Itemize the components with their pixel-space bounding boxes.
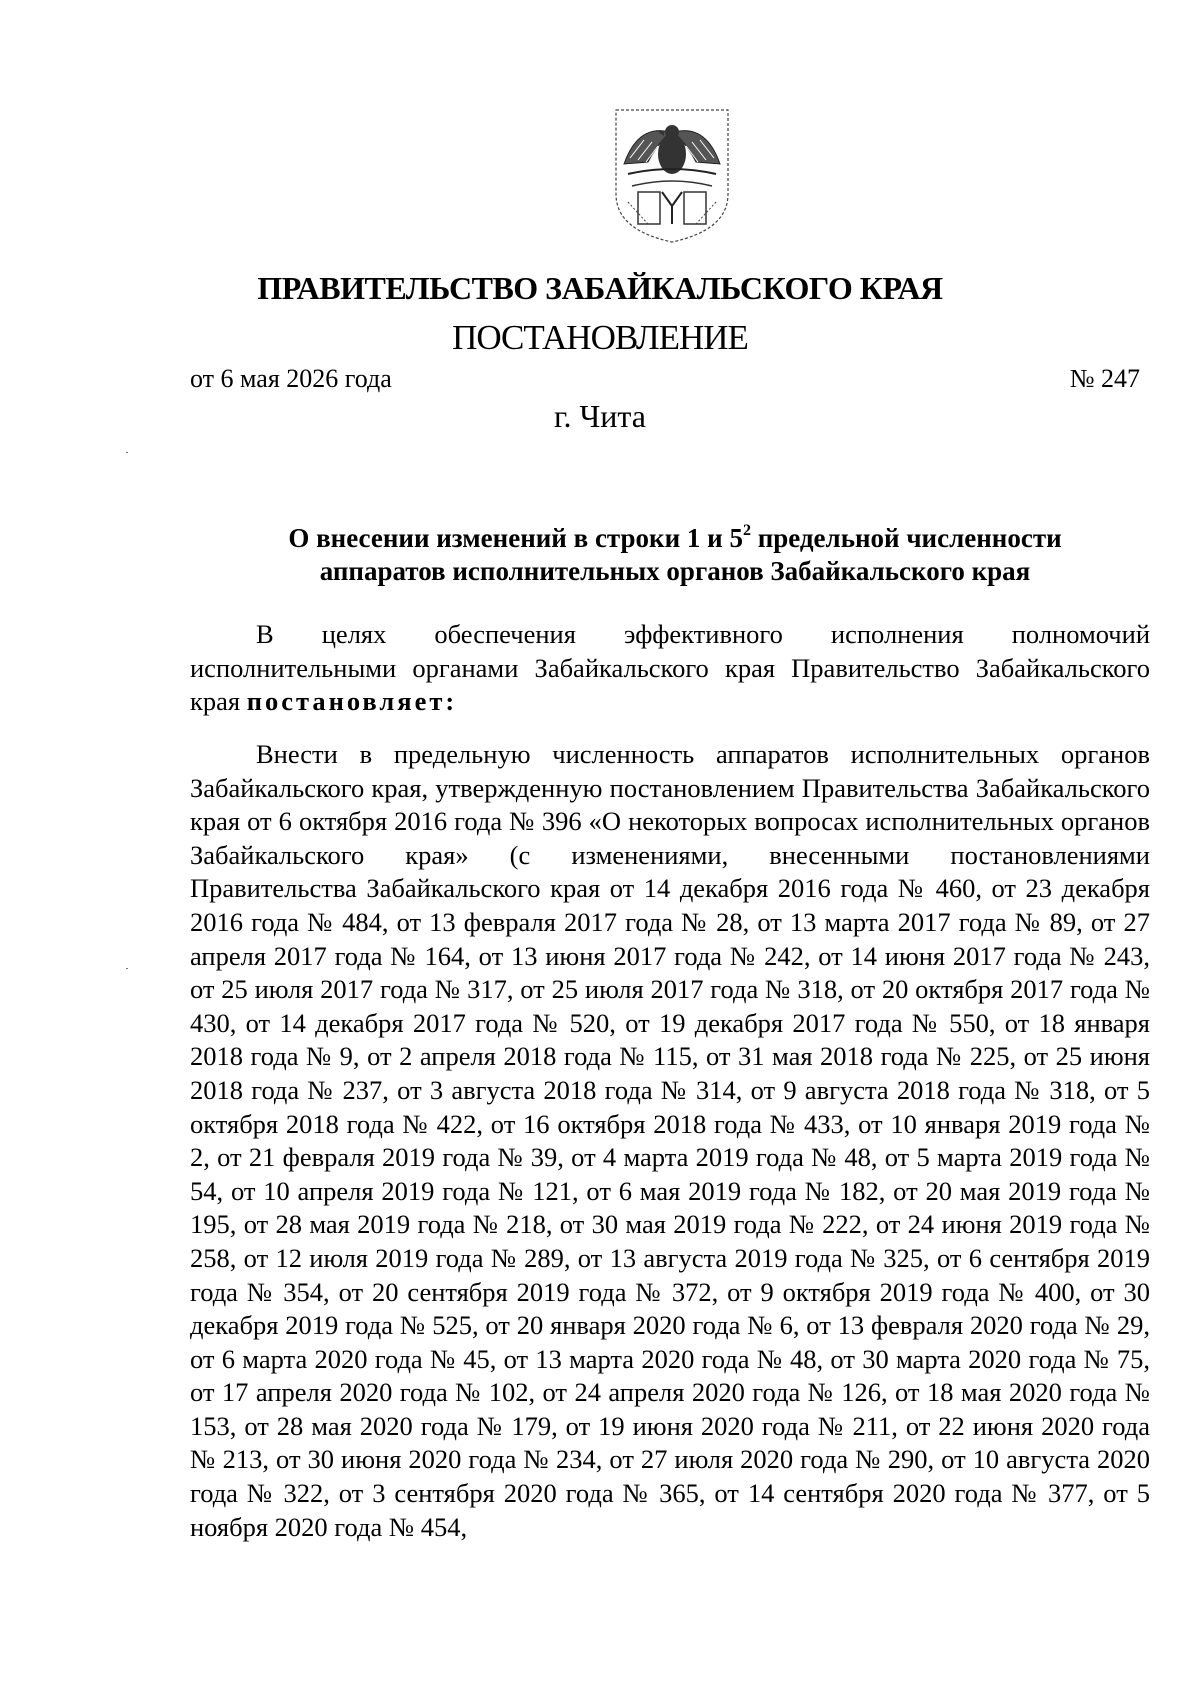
document-title: [190, 522, 1160, 588]
title-line1-end: предельной численности: [750, 523, 1062, 553]
preamble-paragraph: [190, 618, 1150, 719]
preamble-text: В целях обеспечения эффективного исполнения полномочий исполнительными органами Забайкальского края Правительство Забайкальского края: [190, 619, 1150, 717]
document-type: ПОСТАНОВЛЕНИЕ: [452, 318, 748, 357]
title-line1-start: О внесении изменений в строки 1 и 5: [288, 523, 743, 553]
main-paragraph: Внести в предельную численность аппаратов исполнительных органов Забайкальского края, утвержденную постановлением Правительства Забайкальского края от 6 октября 2016 года № 396 «О некоторых вопросах исполнительных органов Забайкальского края» (с изменениями, внесенными постановлениями Правительства Забайкальского края от 14 декабря 2016 года № 460, от 23 декабря 2016 года № 484, от 13 февраля 2017 года № 28, от 13 марта 2017 года № 89, от 27 апреля 2017 года № 164, от 13 июня 2017 года № 242, от 14 июня 2017 года № 243, от 25 июля 2017 года № 317, от 25 июля 2017 года № 318, от 20 октября 2017 года № 430, от 14 декабря 2017 года № 520, от 19 декабря 2017 года № 550, от 18 января 2018 года № 9, от 2 апреля 2018 года № 115, от 31 мая 2018 года № 225, от 25 июня 2018 года № 237, от 3 августа 2018 года № 314, от 9 августа 2018 года № 318, от 5 октября 2018 года № 422, от 16 октября 2018 года № 433, от 10 января 2019 года № 2, от 21 февраля 2019 года № 39, от 4 марта 2019 года № 48, от 5 марта 2019 года № 54, от 10 апреля 2019 года № 121, от 6 мая 2019 года № 182, от 20 мая 2019 года № 195, от 28 мая 2019 года № 218, от 30 мая 2019 года № 222, от 24 июня 2019 года № 258, от 12 июля 2019 года № 289, от 13 августа 2019 года № 325, от 6 сентября 2019 года № 354, от 20 сентября 2019 года № 372, от 9 октября 2019 года № 400, от 30 декабря 2019 года № 525, от 20 января 2020 года № 6, от 13 февраля 2020 года № 29, от 6 марта 2020 года № 45, от 13 марта 2020 года № 48, от 30 марта 2020 года № 75, от 17 апреля 2020 года № 102, от 24 апреля 2020 года № 126, от 18 мая 2020 года № 153, от 28 мая 2020 года № 179, от 19 июня 2020 года № 211, от 22 июня 2020 года № 213, от 30 июня 2020 года № 234, от 27 июля 2020 года № 290, от 10 августа 2020 года № 322, от 3 сентября 2020 года № 365, от 14 сентября 2020 года № 377, от 5 ноября 2020 года № 454,: [190, 739, 1150, 1542]
coat-of-arms-icon: [608, 106, 736, 244]
document-date: от 6 мая 2026 года: [190, 364, 392, 393]
government-name: ПРАВИТЕЛЬСТВО ЗАБАЙКАЛЬСКОГО КРАЯ: [257, 270, 943, 306]
document-city: г. Чита: [553, 398, 646, 434]
decree-word: постановляет:: [246, 686, 458, 717]
title-superscript: 2: [742, 522, 751, 539]
document-number: № 247: [1069, 364, 1140, 393]
scan-mark: [126, 968, 128, 969]
scan-mark: [126, 452, 128, 453]
title-line2: аппаратов исполнительных органов Забайкальского края: [319, 556, 1031, 586]
